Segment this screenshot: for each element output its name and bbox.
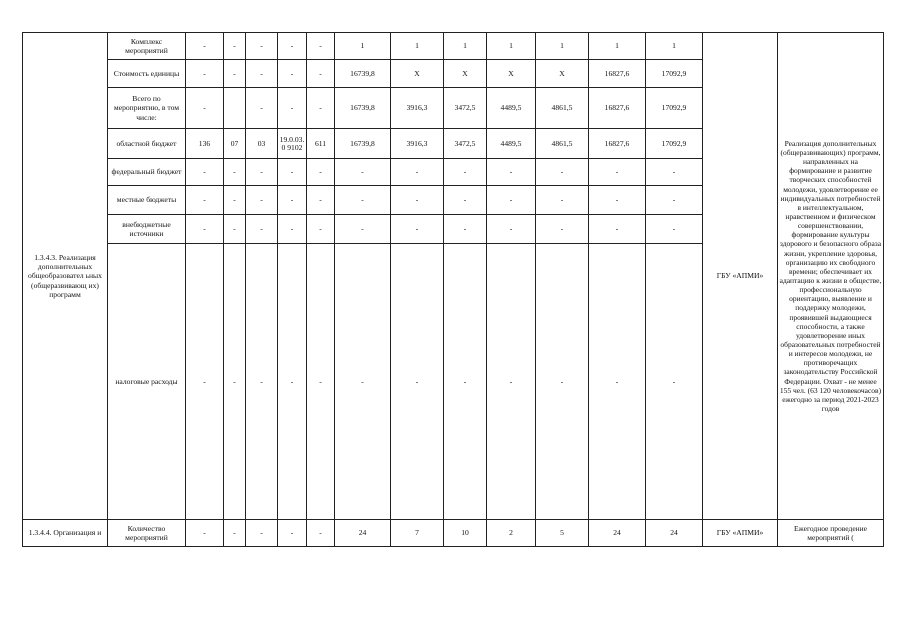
- code-cell: -: [307, 244, 335, 520]
- value-cell: 1: [646, 33, 703, 60]
- code-cell: -: [224, 520, 246, 547]
- value-cell: 16739,8: [335, 88, 391, 129]
- value-cell: 1: [536, 33, 589, 60]
- value-cell: 17092,9: [646, 60, 703, 88]
- value-cell: -: [589, 215, 646, 244]
- measure-label: Стоимость единицы: [108, 60, 186, 88]
- value-cell: -: [487, 159, 536, 186]
- code-cell: -: [186, 159, 224, 186]
- table-row: [23, 33, 884, 60]
- description: Ежегодное проведение мероприятий (: [778, 520, 884, 547]
- description: Реализация дополнительных (общеразвивающих) программ, направленных на формирование и развитие творческих способностей молодежи, удовлетворение ее индивидуальных потребностей в интеллектуальном, нравственном и физическом совершенствовании, формирование культуры здорового и безопасного образа жизни, укрепление здоровья, организацию их свободного времени; обеспечивает их адаптацию к жизни в обществе, профессиональную ориентацию, выявление и поддержку молодежи, проявившей выдающиеся способности, а также удовлетворение иных образовательных потребностей и интересов молодежи, не противоречащих законодательству Российской Федерации. Охват - не менее 155 чел. (63 120 человекочасов) ежегодно за период 2021-2023 годов: [778, 33, 884, 520]
- code-cell: -: [224, 33, 246, 60]
- program-table: [22, 32, 884, 547]
- value-cell: 1: [589, 33, 646, 60]
- value-cell: 7: [391, 520, 444, 547]
- value-cell: -: [589, 186, 646, 215]
- value-cell: -: [335, 215, 391, 244]
- value-cell: 17092,9: [646, 88, 703, 129]
- value-cell: 5: [536, 520, 589, 547]
- value-cell: 3472,5: [444, 129, 487, 159]
- value-cell: -: [391, 186, 444, 215]
- activity-name: 1.3.4.3. Реализация дополнительных общеобразовател ьных (общеразвивающ их) программ: [23, 33, 108, 520]
- code-cell: -: [246, 88, 278, 129]
- code-cell: -: [186, 244, 224, 520]
- value-cell: -: [536, 215, 589, 244]
- value-cell: -: [391, 159, 444, 186]
- code-cell: -: [307, 186, 335, 215]
- activity-name: 1.3.4.4. Организация и: [23, 520, 108, 547]
- executor: ГБУ «АПМИ»: [703, 520, 778, 547]
- value-cell: -: [487, 215, 536, 244]
- measure-label: местные бюджеты: [108, 186, 186, 215]
- value-cell: 3472,5: [444, 88, 487, 129]
- value-cell: 1: [335, 33, 391, 60]
- value-cell: 1: [391, 33, 444, 60]
- value-cell: 1: [487, 33, 536, 60]
- value-cell: 4861,5: [536, 129, 589, 159]
- code-cell: -: [186, 186, 224, 215]
- value-cell: X: [391, 60, 444, 88]
- code-cell: 611: [307, 129, 335, 159]
- code-cell: -: [224, 244, 246, 520]
- value-cell: -: [335, 159, 391, 186]
- value-cell: -: [487, 244, 536, 520]
- code-cell: -: [224, 215, 246, 244]
- value-cell: 10: [444, 520, 487, 547]
- code-cell: -: [246, 33, 278, 60]
- value-cell: 1: [444, 33, 487, 60]
- code-cell: 03: [246, 129, 278, 159]
- value-cell: -: [536, 244, 589, 520]
- code-cell: -: [224, 60, 246, 88]
- value-cell: 3916,3: [391, 88, 444, 129]
- value-cell: 16739,8: [335, 129, 391, 159]
- value-cell: -: [646, 215, 703, 244]
- code-cell: -: [278, 33, 307, 60]
- value-cell: -: [536, 186, 589, 215]
- code-cell: -: [186, 215, 224, 244]
- measure-label: налоговые расходы: [108, 244, 186, 520]
- code-cell: -: [307, 215, 335, 244]
- measure-label: Всего по мероприятию, в том числе:: [108, 88, 186, 129]
- value-cell: 16827,6: [589, 129, 646, 159]
- code-cell: -: [246, 186, 278, 215]
- code-cell: -: [186, 33, 224, 60]
- code-cell: 07: [224, 129, 246, 159]
- code-cell: -: [278, 159, 307, 186]
- value-cell: 17092,9: [646, 129, 703, 159]
- value-cell: -: [391, 215, 444, 244]
- value-cell: -: [646, 186, 703, 215]
- value-cell: -: [589, 159, 646, 186]
- code-cell: -: [307, 159, 335, 186]
- value-cell: X: [444, 60, 487, 88]
- code-cell: 19.0.03.0 9102: [278, 129, 307, 159]
- value-cell: 16827,6: [589, 88, 646, 129]
- measure-label: Комплекс мероприятий: [108, 33, 186, 60]
- value-cell: -: [335, 186, 391, 215]
- value-cell: 16827,6: [589, 60, 646, 88]
- measure-label: внебюджетные источники: [108, 215, 186, 244]
- value-cell: -: [335, 244, 391, 520]
- value-cell: -: [444, 215, 487, 244]
- code-cell: -: [278, 88, 307, 129]
- value-cell: -: [444, 159, 487, 186]
- value-cell: -: [487, 186, 536, 215]
- value-cell: X: [536, 60, 589, 88]
- code-cell: -: [307, 33, 335, 60]
- measure-label: областной бюджет: [108, 129, 186, 159]
- code-cell: -: [246, 244, 278, 520]
- value-cell: X: [487, 60, 536, 88]
- code-cell: -: [186, 88, 224, 129]
- value-cell: 2: [487, 520, 536, 547]
- value-cell: 3916,3: [391, 129, 444, 159]
- value-cell: 24: [589, 520, 646, 547]
- code-cell: -: [278, 520, 307, 547]
- table-row: [23, 520, 884, 547]
- code-cell: -: [246, 215, 278, 244]
- value-cell: -: [646, 244, 703, 520]
- value-cell: -: [444, 244, 487, 520]
- value-cell: 4489,5: [487, 129, 536, 159]
- code-cell: -: [307, 520, 335, 547]
- measure-label: федеральный бюджет: [108, 159, 186, 186]
- code-cell: -: [186, 520, 224, 547]
- value-cell: -: [444, 186, 487, 215]
- code-cell: -: [278, 215, 307, 244]
- value-cell: 24: [646, 520, 703, 547]
- value-cell: 4861,5: [536, 88, 589, 129]
- code-cell: -: [307, 88, 335, 129]
- code-cell: -: [278, 244, 307, 520]
- value-cell: 4489,5: [487, 88, 536, 129]
- code-cell: -: [278, 60, 307, 88]
- value-cell: -: [536, 159, 589, 186]
- code-cell: 136: [186, 129, 224, 159]
- code-cell: -: [307, 60, 335, 88]
- value-cell: -: [589, 244, 646, 520]
- value-cell: 24: [335, 520, 391, 547]
- code-cell: [224, 88, 246, 129]
- value-cell: -: [646, 159, 703, 186]
- code-cell: -: [278, 186, 307, 215]
- code-cell: -: [246, 159, 278, 186]
- value-cell: -: [391, 244, 444, 520]
- measure-label: Количество мероприятий: [108, 520, 186, 547]
- code-cell: -: [224, 159, 246, 186]
- code-cell: -: [186, 60, 224, 88]
- code-cell: -: [246, 60, 278, 88]
- code-cell: -: [246, 520, 278, 547]
- code-cell: -: [224, 186, 246, 215]
- executor: ГБУ «АПМИ»: [703, 33, 778, 520]
- value-cell: 16739,8: [335, 60, 391, 88]
